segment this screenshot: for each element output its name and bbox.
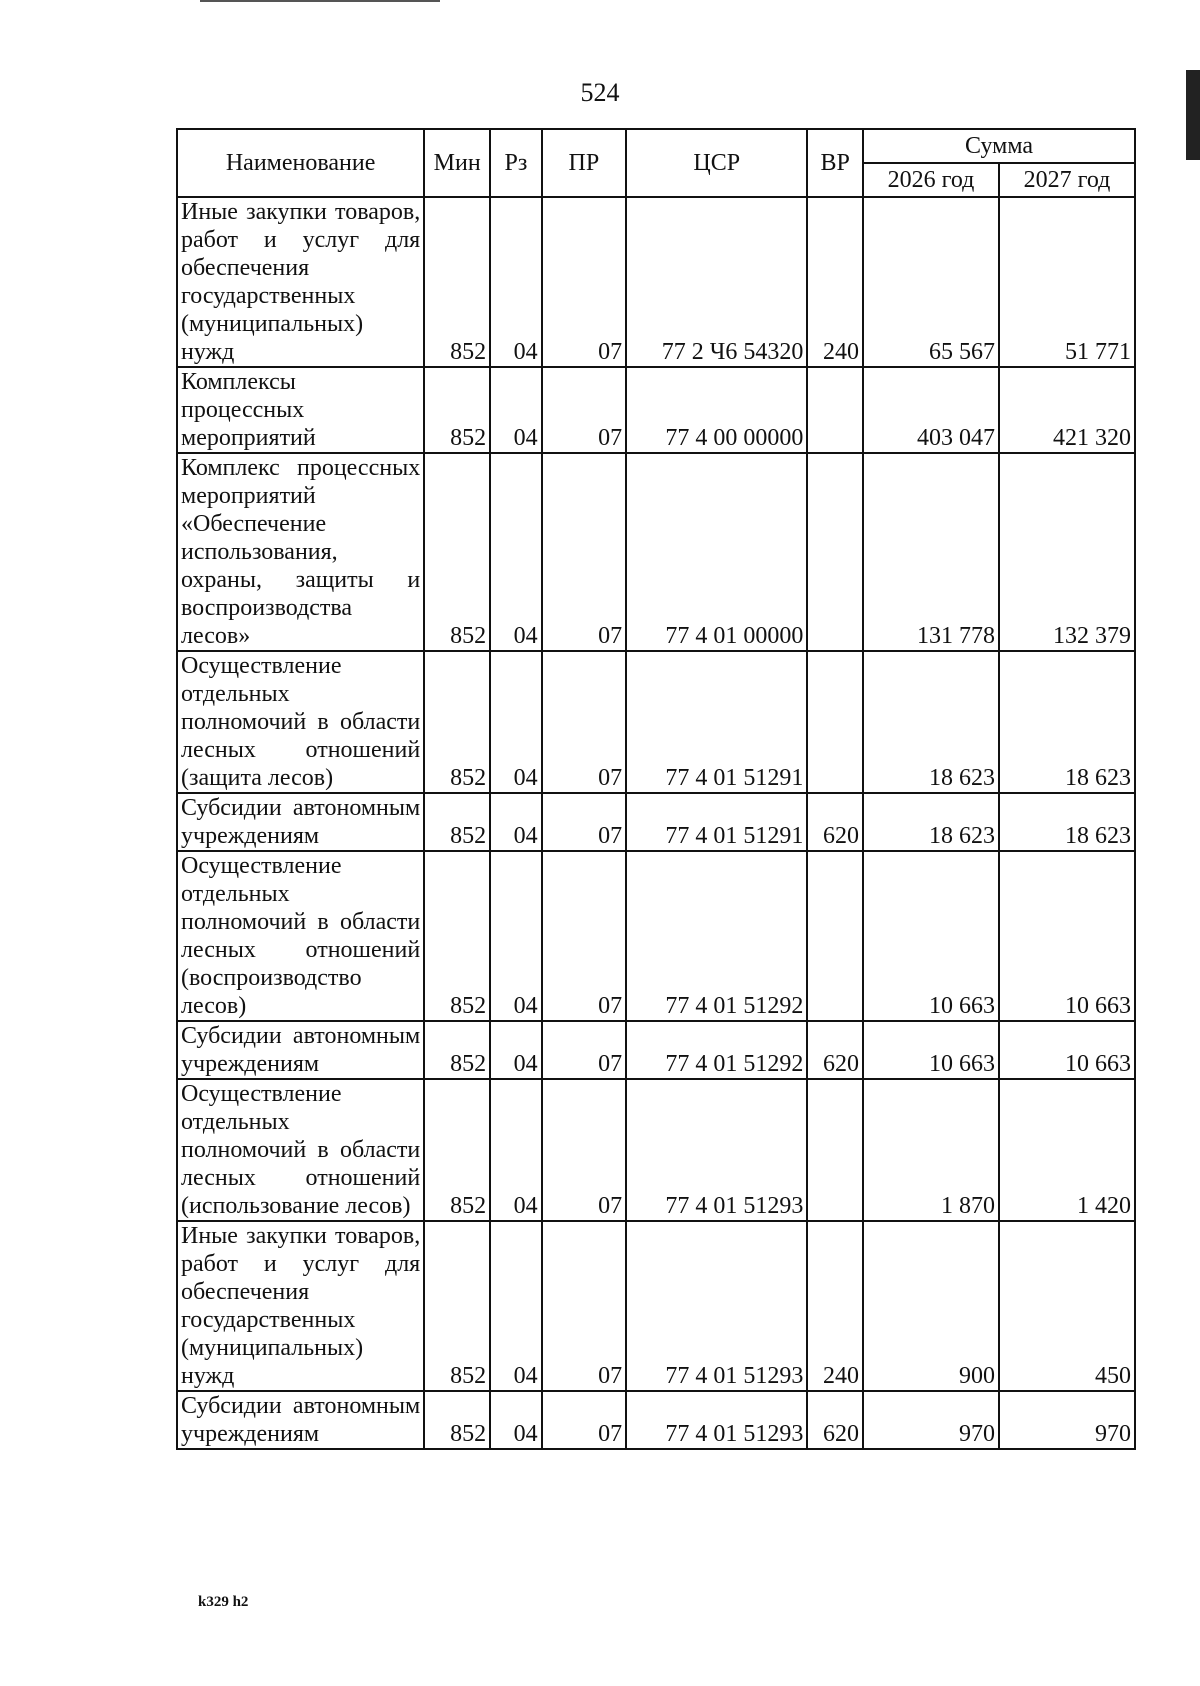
row-pr: 07 xyxy=(542,197,626,367)
row-pr: 07 xyxy=(542,1391,626,1449)
row-sum-2027: 132 379 xyxy=(999,453,1135,651)
row-csr: 77 4 01 51293 xyxy=(626,1221,807,1391)
row-vr xyxy=(807,367,863,453)
header-name: Наименование xyxy=(177,129,424,197)
row-csr: 77 2 Ч6 54320 xyxy=(626,197,807,367)
scan-edge-top xyxy=(200,0,440,2)
row-name: Иные закупки товаров, работ и услуг для обеспечения государственных (муниципальных) нужд xyxy=(177,197,424,367)
row-name: Осуществление отдельных полномочий в области лесных отношений (защита лесов) xyxy=(177,651,424,793)
header-sum: Сумма xyxy=(863,129,1135,163)
row-sum-2026: 18 623 xyxy=(863,793,999,851)
table-row xyxy=(177,851,1135,1021)
footer-code: k329 h2 xyxy=(198,1594,249,1610)
row-sum-2027: 10 663 xyxy=(999,1021,1135,1079)
row-min: 852 xyxy=(424,651,490,793)
row-min: 852 xyxy=(424,1079,490,1221)
table-row xyxy=(177,651,1135,793)
row-name: Осуществление отдельных полномочий в области лесных отношений (использование лесов) xyxy=(177,1079,424,1221)
row-name: Осуществление отдельных полномочий в области лесных отношений (воспроизводство лесов) xyxy=(177,851,424,1021)
table-row xyxy=(177,793,1135,851)
row-csr: 77 4 01 51292 xyxy=(626,851,807,1021)
row-sum-2027: 18 623 xyxy=(999,651,1135,793)
row-vr xyxy=(807,651,863,793)
table-row xyxy=(177,1391,1135,1449)
row-pr: 07 xyxy=(542,367,626,453)
header-vr: ВР xyxy=(807,129,863,197)
row-vr xyxy=(807,1079,863,1221)
row-pr: 07 xyxy=(542,453,626,651)
row-min: 852 xyxy=(424,453,490,651)
row-sum-2027: 51 771 xyxy=(999,197,1135,367)
row-name: Комплекс процессных мероприятий «Обеспечение использования, охраны, защиты и воспроизводства лесов» xyxy=(177,453,424,651)
row-rz: 04 xyxy=(490,1079,542,1221)
table-row xyxy=(177,453,1135,651)
row-pr: 07 xyxy=(542,793,626,851)
row-vr xyxy=(807,453,863,651)
row-name: Субсидии автономным учреждениям xyxy=(177,1391,424,1449)
row-min: 852 xyxy=(424,1221,490,1391)
row-sum-2027: 970 xyxy=(999,1391,1135,1449)
row-vr: 620 xyxy=(807,793,863,851)
row-min: 852 xyxy=(424,793,490,851)
row-csr: 77 4 00 00000 xyxy=(626,367,807,453)
row-sum-2026: 10 663 xyxy=(863,1021,999,1079)
row-name: Иные закупки товаров, работ и услуг для обеспечения государственных (муниципальных) нужд xyxy=(177,1221,424,1391)
header-csr: ЦСР xyxy=(626,129,807,197)
table-row xyxy=(177,197,1135,367)
header-rz: Рз xyxy=(490,129,542,197)
row-sum-2027: 421 320 xyxy=(999,367,1135,453)
row-rz: 04 xyxy=(490,453,542,651)
row-rz: 04 xyxy=(490,1021,542,1079)
row-min: 852 xyxy=(424,197,490,367)
header-pr: ПР xyxy=(542,129,626,197)
row-pr: 07 xyxy=(542,1079,626,1221)
row-rz: 04 xyxy=(490,1221,542,1391)
row-rz: 04 xyxy=(490,793,542,851)
row-sum-2027: 18 623 xyxy=(999,793,1135,851)
row-sum-2026: 65 567 xyxy=(863,197,999,367)
row-pr: 07 xyxy=(542,1221,626,1391)
row-rz: 04 xyxy=(490,1391,542,1449)
row-min: 852 xyxy=(424,367,490,453)
row-sum-2026: 1 870 xyxy=(863,1079,999,1221)
table-row xyxy=(177,1021,1135,1079)
row-csr: 77 4 01 51291 xyxy=(626,793,807,851)
header-min: Мин xyxy=(424,129,490,197)
row-vr: 620 xyxy=(807,1391,863,1449)
row-min: 852 xyxy=(424,851,490,1021)
header-year-2026: 2026 год xyxy=(863,163,999,197)
row-csr: 77 4 01 00000 xyxy=(626,453,807,651)
row-sum-2026: 403 047 xyxy=(863,367,999,453)
row-sum-2027: 1 420 xyxy=(999,1079,1135,1221)
row-vr: 240 xyxy=(807,197,863,367)
header-year-2027: 2027 год xyxy=(999,163,1135,197)
page-number: 524 xyxy=(580,78,620,107)
table-row xyxy=(177,367,1135,453)
table-row xyxy=(177,1221,1135,1391)
row-pr: 07 xyxy=(542,1021,626,1079)
row-sum-2026: 18 623 xyxy=(863,651,999,793)
row-sum-2027: 450 xyxy=(999,1221,1135,1391)
row-rz: 04 xyxy=(490,651,542,793)
budget-table xyxy=(176,128,1136,1450)
row-min: 852 xyxy=(424,1021,490,1079)
row-csr: 77 4 01 51293 xyxy=(626,1391,807,1449)
row-sum-2026: 900 xyxy=(863,1221,999,1391)
row-pr: 07 xyxy=(542,651,626,793)
row-sum-2026: 10 663 xyxy=(863,851,999,1021)
row-vr xyxy=(807,851,863,1021)
table-row xyxy=(177,1079,1135,1221)
row-name: Субсидии автономным учреждениям xyxy=(177,793,424,851)
row-rz: 04 xyxy=(490,367,542,453)
row-min: 852 xyxy=(424,1391,490,1449)
row-csr: 77 4 01 51293 xyxy=(626,1079,807,1221)
row-vr: 620 xyxy=(807,1021,863,1079)
row-pr: 07 xyxy=(542,851,626,1021)
row-rz: 04 xyxy=(490,197,542,367)
row-sum-2026: 970 xyxy=(863,1391,999,1449)
row-rz: 04 xyxy=(490,851,542,1021)
row-csr: 77 4 01 51292 xyxy=(626,1021,807,1079)
row-csr: 77 4 01 51291 xyxy=(626,651,807,793)
row-name: Субсидии автономным учреждениям xyxy=(177,1021,424,1079)
row-sum-2027: 10 663 xyxy=(999,851,1135,1021)
row-name: Комплексы процессных мероприятий xyxy=(177,367,424,453)
row-vr: 240 xyxy=(807,1221,863,1391)
row-sum-2026: 131 778 xyxy=(863,453,999,651)
